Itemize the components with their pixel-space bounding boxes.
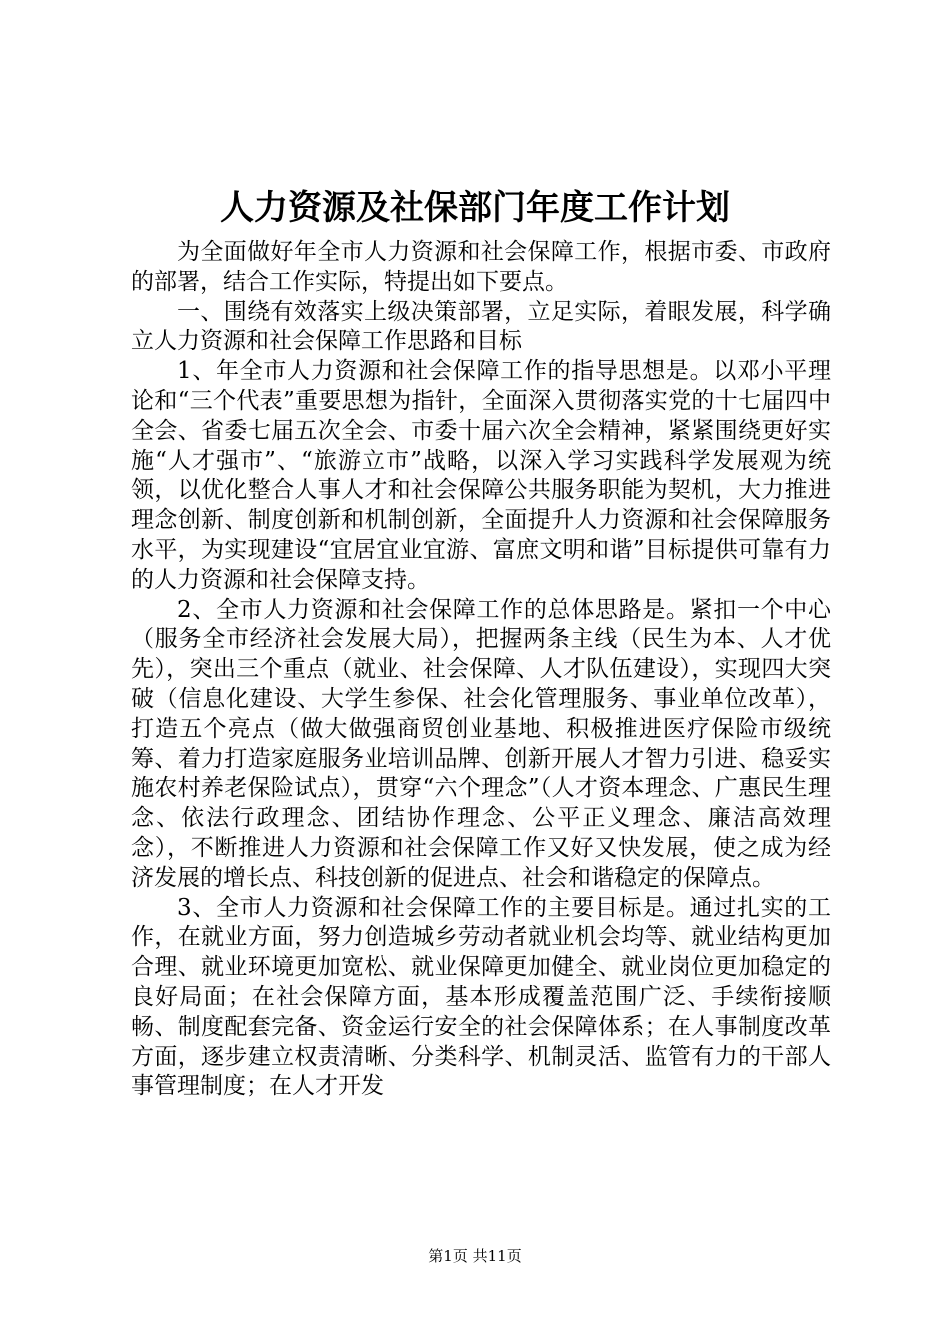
paragraph-guiding-ideology: 1、年全市人力资源和社会保障工作的指导思想是。以邓小平理论和“三个代表”重要思想为指针，全面深入贯彻落实党的十七届四中全会、省委七届五次全会、市委十届六次全会精神，紧紧围绕更好实施“人才强市”、“旅游立市”战略，以深入学习实践科学发展观为统领，以优化整合人事人才和社会保障公共服务职能为契机，大力推进理念创新、制度创新和机制创新，全面提升人力资源和社会保障服务水平，为实现建设“宜居宜业宜游、富庶文明和谐”目标提供可靠有力的人力资源和社会保障支持。 (131, 358, 831, 593)
paragraph-overall-approach: 2、全市人力资源和社会保障工作的总体思路是。紧扣一个中心（服务全市经济社会发展大局），把握两条主线（民生为本、人才优先），突出三个重点（就业、社会保障、人才队伍建设），实现四大突破（信息化建设、大学生参保、社会化管理服务、事业单位改革），打造五个亮点（做大做强商贸创业基地、积极推进医疗保险市级统筹、着力打造家庭服务业培训品牌、创新开展人才智力引进、稳妥实施农村养老保险试点），贯穿“六个理念”（人才资本理念、广惠民生理念、依法行政理念、团结协作理念、公平正义理念、廉洁高效理念），不断推进人力资源和社会保障工作又好又快发展，使之成为经济发展的增长点、科技创新的促进点、社会和谐稳定的保障点。 (131, 596, 831, 891)
document-body (131, 238, 831, 1102)
page-footer: 第1页 共11页 (428, 1247, 522, 1265)
document-title: 人力资源及社保部门年度工作计划 (220, 188, 730, 228)
paragraph-main-goals: 3、全市人力资源和社会保障工作的主要目标是。通过扎实的工作，在就业方面，努力创造城乡劳动者就业机会均等、就业结构更加合理、就业环境更加宽松、就业保障更加健全、就业岗位更加稳定的良好局面；在社会保障方面，基本形成覆盖范围广泛、手续衔接顺畅、制度配套完备、资金运行安全的社会保障体系；在人事制度改革方面，逐步建立权责清晰、分类科学、机制灵活、监管有力的干部人事管理制度；在人才开发 (131, 894, 831, 1100)
paragraph-section-1-heading: 一、围绕有效落实上级决策部署，立足实际，着眼发展，科学确立人力资源和社会保障工作思路和目标 (131, 298, 831, 355)
paragraph-intro: 为全面做好年全市人力资源和社会保障工作，根据市委、市政府的部署，结合工作实际，特提出如下要点。 (131, 239, 831, 295)
